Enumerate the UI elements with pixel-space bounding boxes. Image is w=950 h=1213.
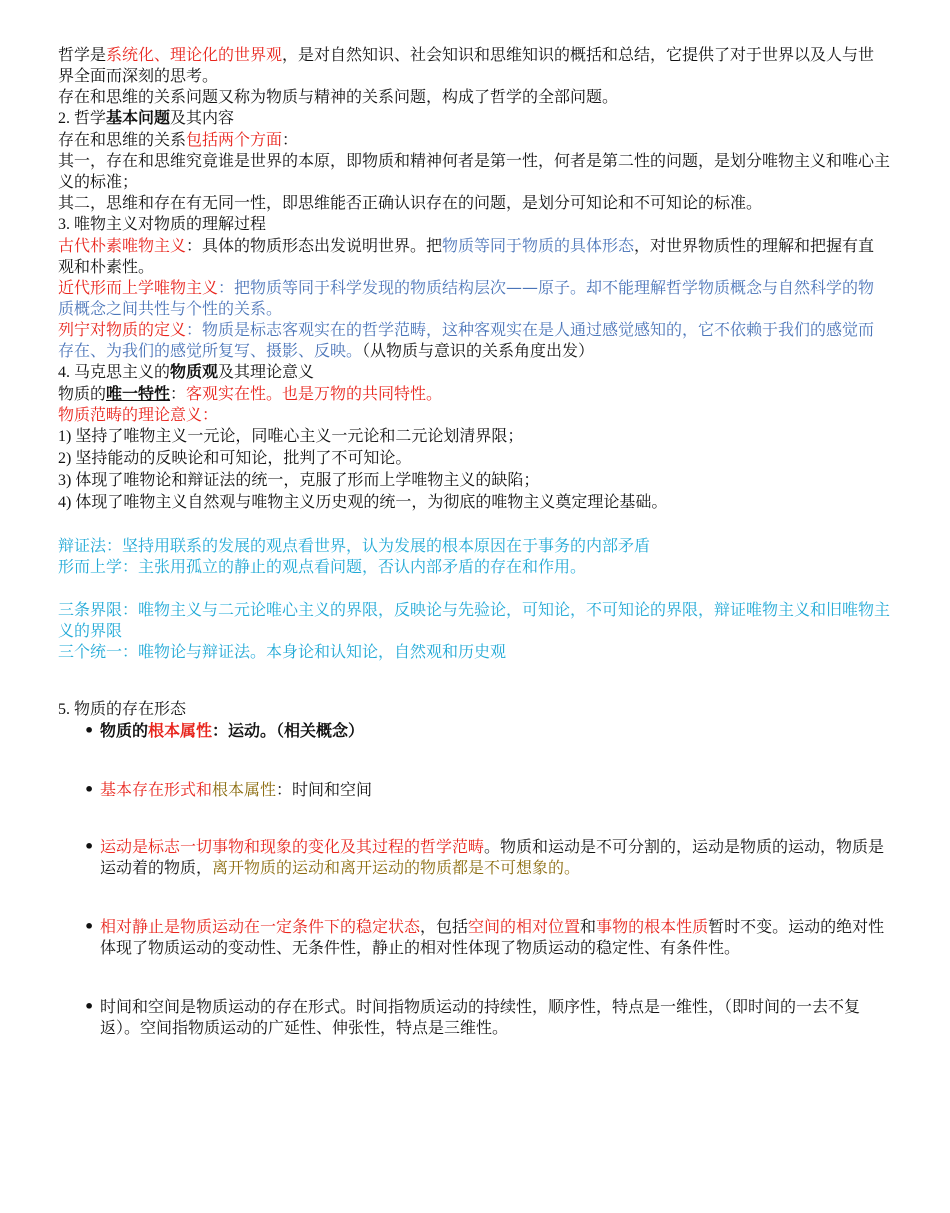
bullet-icon: • (84, 837, 95, 856)
existence-form-list (58, 720, 890, 1038)
relation-question: 存在和思维的关系问题又称为物质与精神的关系问题，构成了哲学的全部问题。 (58, 87, 619, 106)
list-item: 3) 体现了唯物论和辩证法的统一，克服了形而上学唯物主义的缺陷； (58, 470, 540, 489)
bullet-item: • 相对静止是物质运动在一定条件下的稳定状态，包括空间的相对位置和事物的根本性质暂时不变。运动的绝对性体现了物质运动的变动性、无条件性，静止的相对性体现了物质运动的稳定性、有条件性。 (84, 917, 885, 957)
heading-5: 5. 物质的存在形态 (58, 699, 187, 718)
unique-property: 物质的唯一特性：客观实在性。也是万物的共同特性。 (58, 384, 443, 403)
bullet-icon: • (84, 997, 95, 1016)
three-boundaries-note: 三条界限：唯物主义与二元论唯心主义的界限，反映论与先验论，可知论，不可知论的界限，辩证唯物主义和旧唯物主义的界限 (58, 600, 891, 640)
bullet-item: • 基本存在形式和根本属性：时间和空间 (84, 780, 373, 799)
aspect-two: 其二，思维和存在有无同一性，即思维能否正确认识存在的问题，是划分可知论和不可知论的标准。 (58, 193, 763, 212)
bullet-icon: • (84, 917, 95, 936)
list-item: 1) 坚持了唯物主义一元论，同唯心主义一元论和二元论划清界限； (58, 426, 524, 445)
list-item: 4) 体现了唯物主义自然观与唯物主义历史观的统一，为彻底的唯物主义奠定理论基础。 (58, 492, 668, 511)
bullet-icon: • (84, 721, 95, 740)
ancient-materialism: 古代朴素唯物主义：具体的物质形态出发说明世界。把物质等同于物质的具体形态，对世界物质性的理解和把握有直观和朴素性。 (58, 236, 875, 276)
lenin-definition: 列宁对物质的定义：物质是标志客观实在的哲学范畴，这种客观实在是人通过感觉感知的，它不依赖于我们的感觉而存在、为我们的感觉所复写、摄影、反映。（从物质与意识的关系角度出发） (58, 320, 875, 360)
heading-3: 3. 唯物主义对物质的理解过程 (58, 214, 267, 233)
philosophy-definition: 哲学是系统化、理论化的世界观，是对自然知识、社会知识和思维知识的概括和总结，它提供了对于世界以及人与世界全面而深刻的思考。 (58, 45, 875, 85)
two-aspects: 存在和思维的关系包括两个方面： (58, 130, 299, 149)
heading-4: 4. 马克思主义的物质观及其理论意义 (58, 362, 315, 381)
dialectics-note: 辩证法：坚持用联系的发展的观点看世界，认为发展的根本原因在于事务的内部矛盾 (58, 536, 651, 555)
bullet-item: • 物质的根本属性：运动。（相关概念） (84, 721, 365, 740)
aspect-one: 其一，存在和思维究竟谁是世界的本原，即物质和精神何者是第一性，何者是第二性的问题，是划分唯物主义和唯心主义的标准； (58, 151, 891, 191)
highlight-worldview: 系统化、理论化的世界观 (106, 45, 283, 64)
modern-materialism: 近代形而上学唯物主义：把物质等同于科学发现的物质结构层次——原子。却不能理解哲学物质概念与自然科学的物质概念之间共性与个性的关系。 (58, 278, 875, 318)
heading-2: 2. 哲学基本问题及其内容 (58, 108, 235, 127)
list-item: 2) 坚持能动的反映论和可知论，批判了不可知论。 (58, 448, 412, 467)
bullet-icon: • (84, 780, 95, 799)
theoretical-significance: 物质范畴的理论意义： (58, 405, 219, 424)
metaphysics-note: 形而上学：主张用孤立的静止的观点看问题，否认内部矛盾的存在和作用。 (58, 557, 587, 576)
bullet-item: • 时间和空间是物质运动的存在形式。时间指物质运动的持续性，顺序性，特点是一维性，（即时间的一去不复返）。空间指物质运动的广延性、伸张性，特点是三维性。 (84, 997, 861, 1037)
bullet-item: • 运动是标志一切事物和现象的变化及其过程的哲学范畴。物质和运动是不可分割的，运动是物质的运动，物质是运动着的物质，离开物质的运动和离开运动的物质都是不可想象的。 (84, 837, 885, 877)
three-unities-note: 三个统一：唯物论与辩证法。本身论和认知论，自然观和历史观 (58, 642, 507, 661)
